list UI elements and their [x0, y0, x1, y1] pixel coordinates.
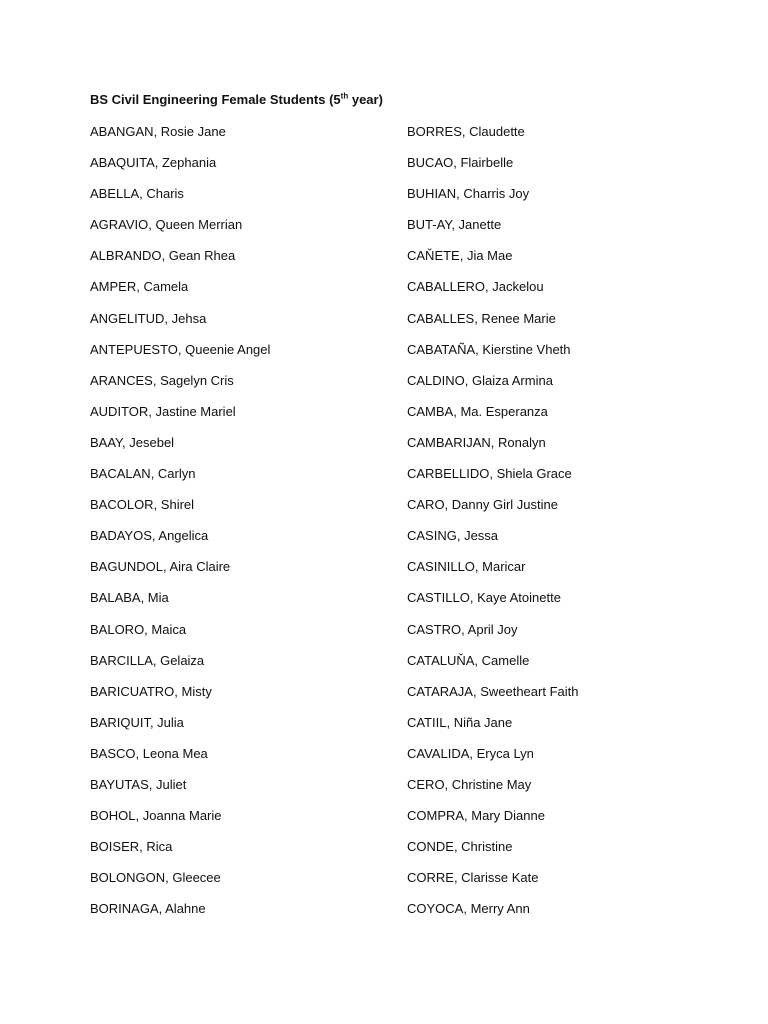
student-name: AMPER, Camela: [90, 279, 189, 295]
student-list-left-column: [90, 123, 270, 931]
student-name: BACOLOR, Shirel: [90, 497, 195, 513]
student-name: BOLONGON, Gleecee: [90, 870, 221, 886]
title-prefix: BS Civil Engineering Female Students (5: [90, 92, 341, 107]
student-name: BORINAGA, Alahne: [90, 901, 206, 917]
student-name: CORRE, Clarisse Kate: [407, 870, 539, 886]
student-name: BAYUTAS, Juliet: [90, 776, 187, 792]
student-name: COYOCA, Merry Ann: [407, 901, 530, 917]
student-name: BALABA, Mia: [90, 590, 169, 606]
student-name: ABANGAN, Rosie Jane: [90, 124, 226, 139]
title-superscript: th: [340, 91, 349, 101]
student-name: ABAQUITA, Zephania: [90, 155, 217, 171]
student-name: ABELLA, Charis: [90, 186, 184, 202]
document-title: [90, 92, 383, 107]
student-name: BARIQUIT, Julia: [90, 714, 184, 730]
student-name: ANTEPUESTO, Queenie Angel: [90, 341, 271, 357]
student-name: BAAY, Jesebel: [90, 434, 175, 450]
student-name: BASCO, Leona Mea: [90, 745, 208, 761]
student-name: BUHIAN, Charris Joy: [407, 186, 530, 202]
student-name: CABATAÑA, Kierstine Vheth: [407, 341, 571, 357]
student-list-right-column: [407, 123, 578, 931]
student-name: BOHOL, Joanna Marie: [90, 808, 222, 824]
student-name: CAVALIDA, Eryca Lyn: [407, 745, 534, 761]
student-name: CATARAJA, Sweetheart Faith: [407, 683, 579, 699]
student-name: BUCAO, Flairbelle: [407, 155, 514, 171]
student-name: BORRES, Claudette: [407, 124, 525, 139]
student-name: ALBRANDO, Gean Rhea: [90, 248, 236, 264]
student-name: BADAYOS, Angelica: [90, 528, 209, 544]
student-name: AUDITOR, Jastine Mariel: [90, 403, 236, 419]
student-name: CASINILLO, Maricar: [407, 559, 526, 575]
student-name: CASTRO, April Joy: [407, 621, 518, 637]
student-name: CONDE, Christine: [407, 839, 513, 855]
student-name: CAŇETE, Jia Mae: [407, 248, 513, 264]
student-name: BACALAN, Carlyn: [90, 466, 196, 482]
student-name: BALORO, Maica: [90, 621, 187, 637]
student-name: CERO, Christine May: [407, 776, 532, 792]
student-name: ARANCES, Sagelyn Cris: [90, 372, 234, 388]
student-name: CABALLERO, Jackelou: [407, 279, 544, 295]
student-name: BOISER, Rica: [90, 839, 173, 855]
student-name: BAGUNDOL, Aira Claire: [90, 559, 231, 575]
student-name: CASING, Jessa: [407, 528, 499, 544]
student-name: BARICUATRO, Misty: [90, 683, 212, 699]
student-name: CASTILLO, Kaye Atoinette: [407, 590, 561, 606]
student-name: CARBELLIDO, Shiela Grace: [407, 466, 572, 482]
student-name: CAMBARIJAN, Ronalyn: [407, 434, 546, 450]
student-name: ANGELITUD, Jehsa: [90, 310, 207, 326]
student-name: CATALUŇA, Camelle: [407, 652, 530, 668]
student-name: BUT-AY, Janette: [407, 217, 502, 233]
student-name: CATIIL, Niña Jane: [407, 714, 513, 730]
student-name: CARO, Danny Girl Justine: [407, 497, 558, 513]
student-name: CABALLES, Renee Marie: [407, 310, 556, 326]
student-name: COMPRA, Mary Dianne: [407, 808, 545, 824]
title-suffix: year): [348, 92, 383, 107]
student-name: AGRAVIO, Queen Merrian: [90, 217, 243, 233]
student-name: CAMBA, Ma. Esperanza: [407, 403, 548, 419]
student-name: CALDINO, Glaiza Armina: [407, 372, 553, 388]
student-name: BARCILLA, Gelaiza: [90, 652, 205, 668]
